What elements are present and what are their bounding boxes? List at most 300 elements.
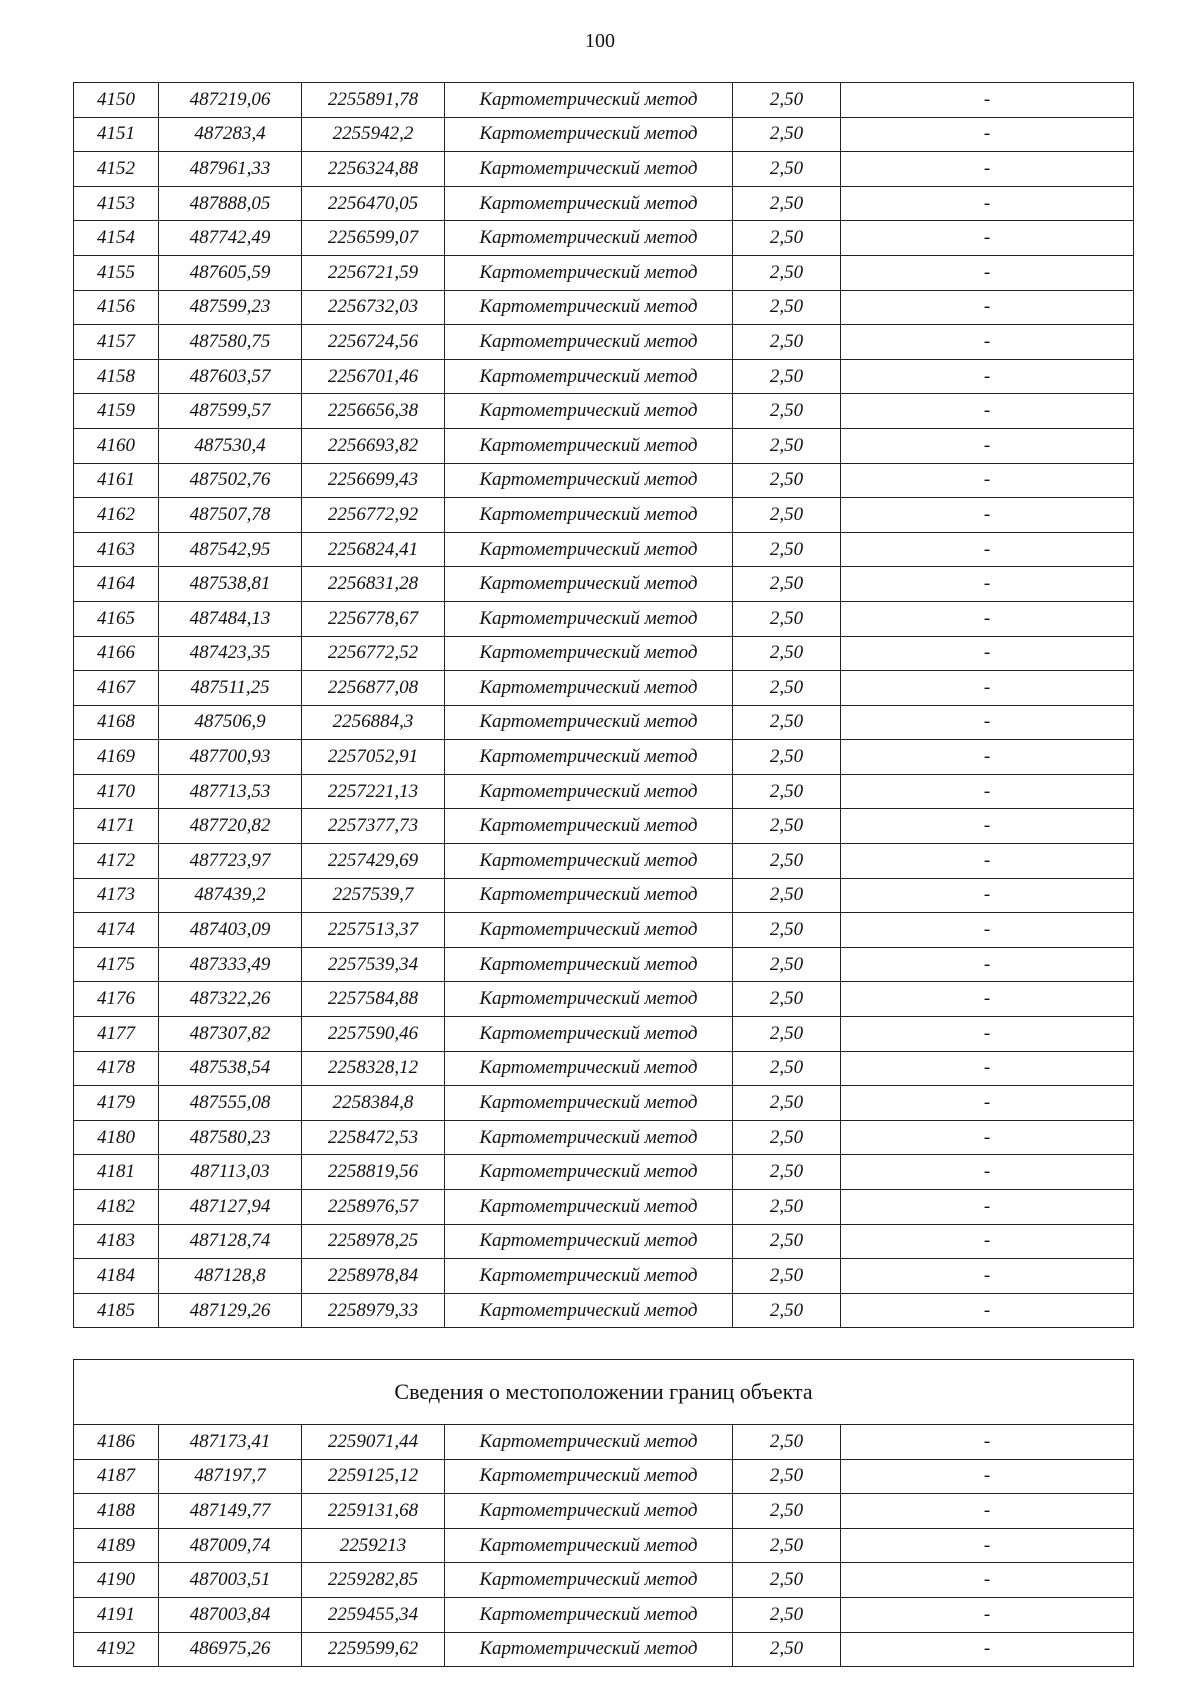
coordinates-table-body (74, 83, 1134, 1328)
accuracy-cell: 2,50 (733, 705, 841, 740)
table-row (74, 428, 1134, 463)
point-number-cell: 4168 (74, 705, 159, 740)
y-coordinate-cell: 2259131,68 (302, 1494, 445, 1529)
description-cell: - (841, 83, 1134, 118)
x-coordinate-cell: 487322,26 (159, 982, 302, 1017)
description-cell: - (841, 532, 1134, 567)
table-row (74, 532, 1134, 567)
x-coordinate-cell: 487506,9 (159, 705, 302, 740)
description-cell: - (841, 947, 1134, 982)
description-cell: - (841, 982, 1134, 1017)
table-row (74, 878, 1134, 913)
description-cell: - (841, 359, 1134, 394)
y-coordinate-cell: 2258976,57 (302, 1190, 445, 1225)
method-cell: Картометрический метод (445, 567, 733, 602)
y-coordinate-cell: 2256721,59 (302, 255, 445, 290)
description-cell: - (841, 1224, 1134, 1259)
point-number-cell: 4157 (74, 325, 159, 360)
point-number-cell: 4158 (74, 359, 159, 394)
accuracy-cell: 2,50 (733, 532, 841, 567)
method-cell: Картометрический метод (445, 1051, 733, 1086)
table-row (74, 1293, 1134, 1328)
point-number-cell: 4163 (74, 532, 159, 567)
description-cell: - (841, 913, 1134, 948)
x-coordinate-cell: 487530,4 (159, 428, 302, 463)
table-row (74, 1224, 1134, 1259)
point-number-cell: 4150 (74, 83, 159, 118)
method-cell: Картометрический метод (445, 463, 733, 498)
point-number-cell: 4162 (74, 498, 159, 533)
table-row (74, 1155, 1134, 1190)
y-coordinate-cell: 2256824,41 (302, 532, 445, 567)
point-number-cell: 4169 (74, 740, 159, 775)
description-cell: - (841, 567, 1134, 602)
x-coordinate-cell: 487542,95 (159, 532, 302, 567)
point-number-cell: 4187 (74, 1459, 159, 1494)
table-row (74, 1459, 1134, 1494)
method-cell: Картометрический метод (445, 1259, 733, 1294)
x-coordinate-cell: 487507,78 (159, 498, 302, 533)
accuracy-cell: 2,50 (733, 1632, 841, 1667)
point-number-cell: 4160 (74, 428, 159, 463)
description-cell: - (841, 601, 1134, 636)
description-cell: - (841, 1051, 1134, 1086)
x-coordinate-cell: 487129,26 (159, 1293, 302, 1328)
accuracy-cell: 2,50 (733, 947, 841, 982)
description-cell: - (841, 498, 1134, 533)
table-row (74, 463, 1134, 498)
method-cell: Картометрический метод (445, 1597, 733, 1632)
x-coordinate-cell: 487888,05 (159, 186, 302, 221)
accuracy-cell: 2,50 (733, 1086, 841, 1121)
method-cell: Картометрический метод (445, 636, 733, 671)
table-row (74, 290, 1134, 325)
table-row (74, 1528, 1134, 1563)
method-cell: Картометрический метод (445, 809, 733, 844)
description-cell: - (841, 809, 1134, 844)
point-number-cell: 4181 (74, 1155, 159, 1190)
method-cell: Картометрический метод (445, 532, 733, 567)
x-coordinate-cell: 487423,35 (159, 636, 302, 671)
description-cell: - (841, 1293, 1134, 1328)
y-coordinate-cell: 2258384,8 (302, 1086, 445, 1121)
x-coordinate-cell: 487219,06 (159, 83, 302, 118)
point-number-cell: 4184 (74, 1259, 159, 1294)
method-cell: Картометрический метод (445, 1017, 733, 1052)
description-cell: - (841, 1597, 1134, 1632)
point-number-cell: 4189 (74, 1528, 159, 1563)
description-cell: - (841, 1459, 1134, 1494)
method-cell: Картометрический метод (445, 1494, 733, 1529)
table-row (74, 1259, 1134, 1294)
point-number-cell: 4166 (74, 636, 159, 671)
y-coordinate-cell: 2257539,7 (302, 878, 445, 913)
point-number-cell: 4151 (74, 117, 159, 152)
table-row (74, 186, 1134, 221)
table-row (74, 1120, 1134, 1155)
method-cell: Картометрический метод (445, 878, 733, 913)
y-coordinate-cell: 2257377,73 (302, 809, 445, 844)
y-coordinate-cell: 2256724,56 (302, 325, 445, 360)
description-cell: - (841, 221, 1134, 256)
accuracy-cell: 2,50 (733, 498, 841, 533)
accuracy-cell: 2,50 (733, 117, 841, 152)
point-number-cell: 4154 (74, 221, 159, 256)
section-title: Сведения о местоположении границ объекта (74, 1360, 1134, 1425)
description-cell: - (841, 463, 1134, 498)
x-coordinate-cell: 487605,59 (159, 255, 302, 290)
point-number-cell: 4191 (74, 1597, 159, 1632)
y-coordinate-cell: 2258472,53 (302, 1120, 445, 1155)
x-coordinate-cell: 487333,49 (159, 947, 302, 982)
x-coordinate-cell: 487580,75 (159, 325, 302, 360)
table-row (74, 359, 1134, 394)
y-coordinate-cell: 2259213 (302, 1528, 445, 1563)
x-coordinate-cell: 487197,7 (159, 1459, 302, 1494)
accuracy-cell: 2,50 (733, 1224, 841, 1259)
y-coordinate-cell: 2259125,12 (302, 1459, 445, 1494)
point-number-cell: 4180 (74, 1120, 159, 1155)
y-coordinate-cell: 2256699,43 (302, 463, 445, 498)
x-coordinate-cell: 487484,13 (159, 601, 302, 636)
x-coordinate-cell: 487283,4 (159, 117, 302, 152)
method-cell: Картометрический метод (445, 947, 733, 982)
description-cell: - (841, 1120, 1134, 1155)
method-cell: Картометрический метод (445, 913, 733, 948)
method-cell: Картометрический метод (445, 255, 733, 290)
description-cell: - (841, 740, 1134, 775)
y-coordinate-cell: 2259282,85 (302, 1563, 445, 1598)
accuracy-cell: 2,50 (733, 1120, 841, 1155)
table-row (74, 1563, 1134, 1598)
method-cell: Картометрический метод (445, 290, 733, 325)
accuracy-cell: 2,50 (733, 1259, 841, 1294)
y-coordinate-cell: 2257513,37 (302, 913, 445, 948)
accuracy-cell: 2,50 (733, 1494, 841, 1529)
method-cell: Картометрический метод (445, 601, 733, 636)
y-coordinate-cell: 2257429,69 (302, 844, 445, 879)
point-number-cell: 4170 (74, 774, 159, 809)
x-coordinate-cell: 487720,82 (159, 809, 302, 844)
point-number-cell: 4175 (74, 947, 159, 982)
accuracy-cell: 2,50 (733, 1293, 841, 1328)
accuracy-cell: 2,50 (733, 1563, 841, 1598)
description-cell: - (841, 1528, 1134, 1563)
y-coordinate-cell: 2258819,56 (302, 1155, 445, 1190)
method-cell: Картометрический метод (445, 428, 733, 463)
y-coordinate-cell: 2257590,46 (302, 1017, 445, 1052)
table-row (74, 1494, 1134, 1529)
boundary-table (73, 1359, 1134, 1667)
accuracy-cell: 2,50 (733, 740, 841, 775)
accuracy-cell: 2,50 (733, 221, 841, 256)
method-cell: Картометрический метод (445, 359, 733, 394)
section-title-row (74, 1360, 1134, 1425)
accuracy-cell: 2,50 (733, 601, 841, 636)
method-cell: Картометрический метод (445, 221, 733, 256)
x-coordinate-cell: 487173,41 (159, 1425, 302, 1460)
description-cell: - (841, 705, 1134, 740)
point-number-cell: 4182 (74, 1190, 159, 1225)
description-cell: - (841, 671, 1134, 706)
table-row (74, 567, 1134, 602)
table-row (74, 83, 1134, 118)
point-number-cell: 4188 (74, 1494, 159, 1529)
method-cell: Картометрический метод (445, 705, 733, 740)
table-row (74, 774, 1134, 809)
y-coordinate-cell: 2256732,03 (302, 290, 445, 325)
description-cell: - (841, 290, 1134, 325)
method-cell: Картометрический метод (445, 774, 733, 809)
point-number-cell: 4167 (74, 671, 159, 706)
method-cell: Картометрический метод (445, 1155, 733, 1190)
point-number-cell: 4173 (74, 878, 159, 913)
description-cell: - (841, 774, 1134, 809)
x-coordinate-cell: 487149,77 (159, 1494, 302, 1529)
point-number-cell: 4159 (74, 394, 159, 429)
y-coordinate-cell: 2256778,67 (302, 601, 445, 636)
x-coordinate-cell: 487580,23 (159, 1120, 302, 1155)
table-row (74, 1086, 1134, 1121)
x-coordinate-cell: 487128,74 (159, 1224, 302, 1259)
point-number-cell: 4179 (74, 1086, 159, 1121)
y-coordinate-cell: 2256599,07 (302, 221, 445, 256)
accuracy-cell: 2,50 (733, 1017, 841, 1052)
x-coordinate-cell: 487599,23 (159, 290, 302, 325)
accuracy-cell: 2,50 (733, 878, 841, 913)
x-coordinate-cell: 487003,84 (159, 1597, 302, 1632)
y-coordinate-cell: 2258328,12 (302, 1051, 445, 1086)
method-cell: Картометрический метод (445, 325, 733, 360)
table-row (74, 117, 1134, 152)
table-row (74, 152, 1134, 187)
description-cell: - (841, 1259, 1134, 1294)
x-coordinate-cell: 487502,76 (159, 463, 302, 498)
point-number-cell: 4164 (74, 567, 159, 602)
y-coordinate-cell: 2255942,2 (302, 117, 445, 152)
page-number: 100 (585, 30, 615, 52)
description-cell: - (841, 878, 1134, 913)
x-coordinate-cell: 487439,2 (159, 878, 302, 913)
point-number-cell: 4190 (74, 1563, 159, 1598)
x-coordinate-cell: 487713,53 (159, 774, 302, 809)
x-coordinate-cell: 487742,49 (159, 221, 302, 256)
description-cell: - (841, 1563, 1134, 1598)
method-cell: Картометрический метод (445, 844, 733, 879)
accuracy-cell: 2,50 (733, 359, 841, 394)
x-coordinate-cell: 487723,97 (159, 844, 302, 879)
table-row (74, 982, 1134, 1017)
table-row (74, 1190, 1134, 1225)
description-cell: - (841, 152, 1134, 187)
table-row (74, 947, 1134, 982)
method-cell: Картометрический метод (445, 117, 733, 152)
x-coordinate-cell: 487555,08 (159, 1086, 302, 1121)
accuracy-cell: 2,50 (733, 394, 841, 429)
y-coordinate-cell: 2259071,44 (302, 1425, 445, 1460)
accuracy-cell: 2,50 (733, 1155, 841, 1190)
point-number-cell: 4177 (74, 1017, 159, 1052)
point-number-cell: 4171 (74, 809, 159, 844)
y-coordinate-cell: 2258978,25 (302, 1224, 445, 1259)
accuracy-cell: 2,50 (733, 152, 841, 187)
method-cell: Картометрический метод (445, 1224, 733, 1259)
method-cell: Картометрический метод (445, 394, 733, 429)
y-coordinate-cell: 2256470,05 (302, 186, 445, 221)
point-number-cell: 4161 (74, 463, 159, 498)
description-cell: - (841, 428, 1134, 463)
accuracy-cell: 2,50 (733, 290, 841, 325)
description-cell: - (841, 1190, 1134, 1225)
accuracy-cell: 2,50 (733, 1051, 841, 1086)
y-coordinate-cell: 2256877,08 (302, 671, 445, 706)
y-coordinate-cell: 2258978,84 (302, 1259, 445, 1294)
point-number-cell: 4172 (74, 844, 159, 879)
description-cell: - (841, 186, 1134, 221)
description-cell: - (841, 1632, 1134, 1667)
accuracy-cell: 2,50 (733, 1190, 841, 1225)
table-row (74, 636, 1134, 671)
accuracy-cell: 2,50 (733, 83, 841, 118)
y-coordinate-cell: 2257221,13 (302, 774, 445, 809)
table-row (74, 498, 1134, 533)
method-cell: Картометрический метод (445, 186, 733, 221)
accuracy-cell: 2,50 (733, 325, 841, 360)
x-coordinate-cell: 487009,74 (159, 1528, 302, 1563)
point-number-cell: 4183 (74, 1224, 159, 1259)
point-number-cell: 4192 (74, 1632, 159, 1667)
y-coordinate-cell: 2258979,33 (302, 1293, 445, 1328)
x-coordinate-cell: 487603,57 (159, 359, 302, 394)
table-row (74, 705, 1134, 740)
table-row (74, 1017, 1134, 1052)
y-coordinate-cell: 2256884,3 (302, 705, 445, 740)
table-row (74, 325, 1134, 360)
point-number-cell: 4165 (74, 601, 159, 636)
table-row (74, 844, 1134, 879)
x-coordinate-cell: 487700,93 (159, 740, 302, 775)
coordinates-table (73, 82, 1134, 1328)
table-row (74, 255, 1134, 290)
description-cell: - (841, 325, 1134, 360)
point-number-cell: 4155 (74, 255, 159, 290)
point-number-cell: 4174 (74, 913, 159, 948)
description-cell: - (841, 394, 1134, 429)
point-number-cell: 4176 (74, 982, 159, 1017)
method-cell: Картометрический метод (445, 1293, 733, 1328)
method-cell: Картометрический метод (445, 671, 733, 706)
y-coordinate-cell: 2256324,88 (302, 152, 445, 187)
x-coordinate-cell: 487307,82 (159, 1017, 302, 1052)
description-cell: - (841, 117, 1134, 152)
point-number-cell: 4185 (74, 1293, 159, 1328)
boundary-table-body (74, 1360, 1134, 1667)
description-cell: - (841, 1494, 1134, 1529)
accuracy-cell: 2,50 (733, 913, 841, 948)
method-cell: Картометрический метод (445, 1425, 733, 1460)
method-cell: Картометрический метод (445, 1190, 733, 1225)
point-number-cell: 4178 (74, 1051, 159, 1086)
y-coordinate-cell: 2256693,82 (302, 428, 445, 463)
method-cell: Картометрический метод (445, 1563, 733, 1598)
y-coordinate-cell: 2256772,92 (302, 498, 445, 533)
method-cell: Картометрический метод (445, 498, 733, 533)
accuracy-cell: 2,50 (733, 844, 841, 879)
method-cell: Картометрический метод (445, 1086, 733, 1121)
method-cell: Картометрический метод (445, 1120, 733, 1155)
point-number-cell: 4153 (74, 186, 159, 221)
y-coordinate-cell: 2256831,28 (302, 567, 445, 602)
method-cell: Картометрический метод (445, 1528, 733, 1563)
y-coordinate-cell: 2259599,62 (302, 1632, 445, 1667)
y-coordinate-cell: 2257052,91 (302, 740, 445, 775)
x-coordinate-cell: 487003,51 (159, 1563, 302, 1598)
y-coordinate-cell: 2257584,88 (302, 982, 445, 1017)
accuracy-cell: 2,50 (733, 809, 841, 844)
table-row (74, 1632, 1134, 1667)
table-row (74, 601, 1134, 636)
method-cell: Картометрический метод (445, 740, 733, 775)
x-coordinate-cell: 487599,57 (159, 394, 302, 429)
table-row (74, 1425, 1134, 1460)
x-coordinate-cell: 487511,25 (159, 671, 302, 706)
table-row (74, 221, 1134, 256)
point-number-cell: 4186 (74, 1425, 159, 1460)
x-coordinate-cell: 487127,94 (159, 1190, 302, 1225)
point-number-cell: 4156 (74, 290, 159, 325)
accuracy-cell: 2,50 (733, 1528, 841, 1563)
description-cell: - (841, 1017, 1134, 1052)
y-coordinate-cell: 2256656,38 (302, 394, 445, 429)
accuracy-cell: 2,50 (733, 1425, 841, 1460)
description-cell: - (841, 1086, 1134, 1121)
method-cell: Картометрический метод (445, 1632, 733, 1667)
accuracy-cell: 2,50 (733, 567, 841, 602)
method-cell: Картометрический метод (445, 83, 733, 118)
accuracy-cell: 2,50 (733, 428, 841, 463)
accuracy-cell: 2,50 (733, 463, 841, 498)
x-coordinate-cell: 487128,8 (159, 1259, 302, 1294)
method-cell: Картометрический метод (445, 152, 733, 187)
method-cell: Картометрический метод (445, 1459, 733, 1494)
y-coordinate-cell: 2259455,34 (302, 1597, 445, 1632)
x-coordinate-cell: 487538,81 (159, 567, 302, 602)
x-coordinate-cell: 487113,03 (159, 1155, 302, 1190)
x-coordinate-cell: 487961,33 (159, 152, 302, 187)
accuracy-cell: 2,50 (733, 1459, 841, 1494)
table-row (74, 671, 1134, 706)
description-cell: - (841, 1155, 1134, 1190)
accuracy-cell: 2,50 (733, 671, 841, 706)
table-row (74, 740, 1134, 775)
accuracy-cell: 2,50 (733, 982, 841, 1017)
x-coordinate-cell: 487403,09 (159, 913, 302, 948)
accuracy-cell: 2,50 (733, 186, 841, 221)
description-cell: - (841, 844, 1134, 879)
table-row (74, 809, 1134, 844)
y-coordinate-cell: 2256772,52 (302, 636, 445, 671)
y-coordinate-cell: 2255891,78 (302, 83, 445, 118)
table-row (74, 913, 1134, 948)
point-number-cell: 4152 (74, 152, 159, 187)
accuracy-cell: 2,50 (733, 1597, 841, 1632)
table-row (74, 394, 1134, 429)
x-coordinate-cell: 487538,54 (159, 1051, 302, 1086)
y-coordinate-cell: 2257539,34 (302, 947, 445, 982)
description-cell: - (841, 1425, 1134, 1460)
y-coordinate-cell: 2256701,46 (302, 359, 445, 394)
description-cell: - (841, 636, 1134, 671)
